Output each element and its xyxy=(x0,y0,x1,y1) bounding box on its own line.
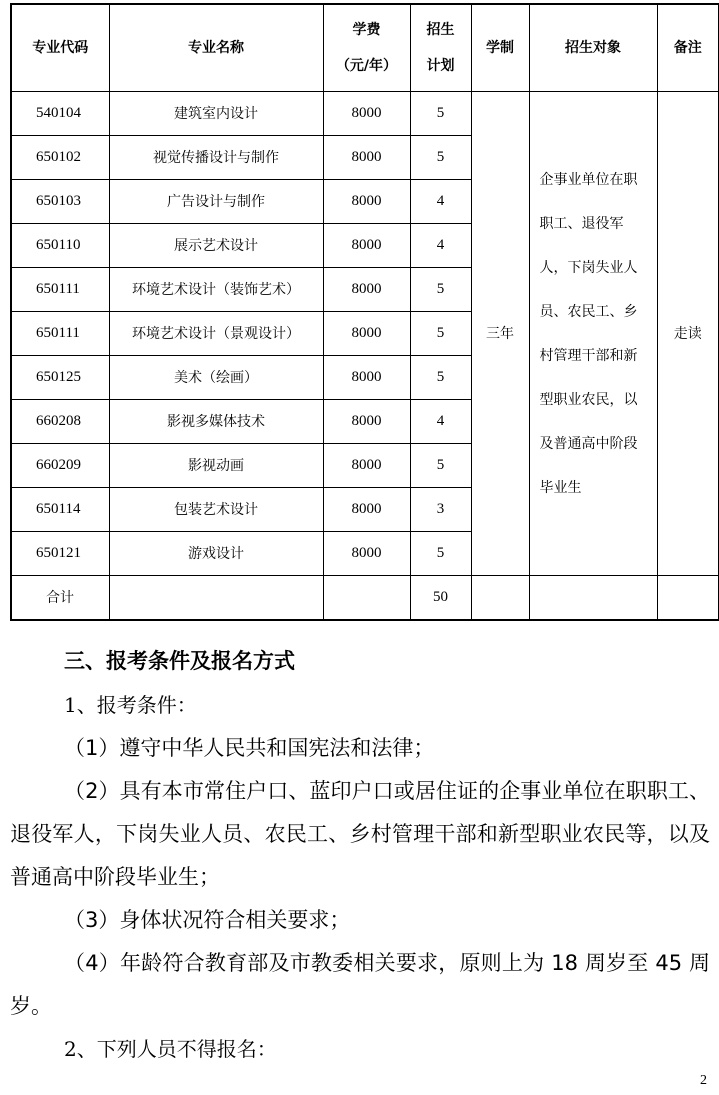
cell-fee: 8000 xyxy=(323,532,410,576)
cell-plan: 5 xyxy=(410,356,471,400)
cell-code: 540104 xyxy=(11,92,109,136)
cell-name: 环境艺术设计（装饰艺术） xyxy=(109,268,323,312)
cell-name: 美术（绘画） xyxy=(109,356,323,400)
cell-plan: 4 xyxy=(410,180,471,224)
condition-item-1: （1）遵守中华人民共和国宪法和法律； xyxy=(64,736,435,760)
cell-code: 650114 xyxy=(11,488,109,532)
subsection-2-heading: 2、下列人员不得报名： xyxy=(64,1037,277,1061)
cell-fee: 8000 xyxy=(323,92,410,136)
cell-code: 650103 xyxy=(11,180,109,224)
cell-code: 650121 xyxy=(11,532,109,576)
cell-target: 企事业单位在职职工、退役军人，下岗失业人员、农民工、乡村管理干部和新型职业农民，以及普通高中阶段毕业生 xyxy=(529,92,657,576)
cell-note: 走读 xyxy=(657,92,719,576)
total-empty-name xyxy=(109,576,323,621)
total-empty-fee xyxy=(323,576,410,621)
cell-code: 650125 xyxy=(11,356,109,400)
header-plan-line1: 招生 xyxy=(426,22,455,38)
header-fee xyxy=(323,4,410,92)
cell-fee: 8000 xyxy=(323,180,410,224)
cell-plan: 5 xyxy=(410,444,471,488)
condition-item-3: （3）身体状况符合相关要求； xyxy=(64,908,351,932)
cell-name: 视觉传播设计与制作 xyxy=(109,136,323,180)
cell-code: 650110 xyxy=(11,224,109,268)
cell-plan: 5 xyxy=(410,268,471,312)
cell-name: 展示艺术设计 xyxy=(109,224,323,268)
cell-fee: 8000 xyxy=(323,224,410,268)
cell-fee: 8000 xyxy=(323,356,410,400)
table-row xyxy=(11,92,719,136)
cell-name: 游戏设计 xyxy=(109,532,323,576)
cell-fee: 8000 xyxy=(323,312,410,356)
cell-code: 650111 xyxy=(11,268,109,312)
header-plan-line2: 计划 xyxy=(426,58,455,74)
cell-code: 650111 xyxy=(11,312,109,356)
table-total-row xyxy=(11,576,719,621)
header-duration: 学制 xyxy=(471,4,529,92)
cell-plan: 5 xyxy=(410,312,471,356)
cell-fee: 8000 xyxy=(323,268,410,312)
cell-plan: 5 xyxy=(410,92,471,136)
cell-plan: 5 xyxy=(410,532,471,576)
cell-fee: 8000 xyxy=(323,488,410,532)
header-note: 备注 xyxy=(657,4,719,92)
cell-fee: 8000 xyxy=(323,444,410,488)
total-empty-target xyxy=(529,576,657,621)
cell-name: 包装艺术设计 xyxy=(109,488,323,532)
condition-item-4: （4）年龄符合教育部及市教委相关要求，原则上为 18 周岁至 45 周岁。 xyxy=(10,951,710,1018)
page-number: 2 xyxy=(700,1073,707,1088)
header-fee-line1: 学费 xyxy=(352,22,381,38)
header-name: 专业名称 xyxy=(109,4,323,92)
cell-fee: 8000 xyxy=(323,136,410,180)
cell-fee: 8000 xyxy=(323,400,410,444)
cell-name: 广告设计与制作 xyxy=(109,180,323,224)
cell-code: 650102 xyxy=(11,136,109,180)
cell-plan: 4 xyxy=(410,224,471,268)
total-plan: 50 xyxy=(410,576,471,621)
enrollment-table xyxy=(10,3,719,621)
header-code: 专业代码 xyxy=(11,4,109,92)
cell-name: 影视动画 xyxy=(109,444,323,488)
cell-code: 660209 xyxy=(11,444,109,488)
table-header-row xyxy=(11,4,719,92)
header-fee-line2: （元/年） xyxy=(335,58,398,74)
cell-plan: 5 xyxy=(410,136,471,180)
cell-name: 影视多媒体技术 xyxy=(109,400,323,444)
subsection-1-heading: 1、报考条件： xyxy=(64,693,197,717)
cell-plan: 4 xyxy=(410,400,471,444)
total-label: 合计 xyxy=(11,576,109,621)
cell-name: 建筑室内设计 xyxy=(109,92,323,136)
section-title: 三、报考条件及报名方式 xyxy=(64,649,295,673)
condition-item-2: （2）具有本市常住户口、蓝印户口或居住证的企事业单位在职职工、退役军人，下岗失业人员、农民工、乡村管理干部和新型职业农民等，以及普通高中阶段毕业生； xyxy=(10,779,710,889)
cell-plan: 3 xyxy=(410,488,471,532)
total-empty-duration xyxy=(471,576,529,621)
cell-code: 660208 xyxy=(11,400,109,444)
cell-name: 环境艺术设计（景观设计） xyxy=(109,312,323,356)
header-plan xyxy=(410,4,471,92)
header-target: 招生对象 xyxy=(529,4,657,92)
cell-duration: 三年 xyxy=(471,92,529,576)
total-empty-note xyxy=(657,576,719,621)
